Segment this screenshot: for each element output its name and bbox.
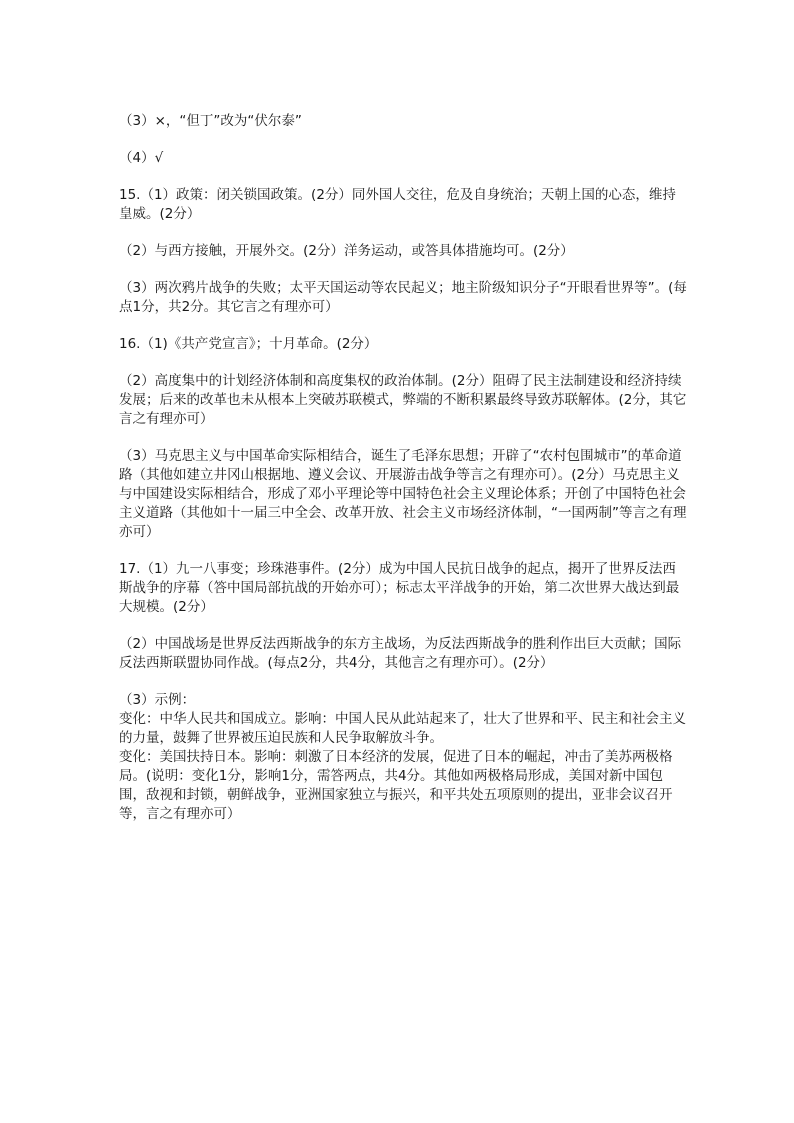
answer-q14-3: （3）×，“但丁”改为“伏尔泰” [119,113,302,129]
answer-q17-2: （2）中国战场是世界反法西斯战争的东方主战场，为反法西斯战争的胜利作出巨大贡献；国际反法西斯联盟协同作战。(每点2分，共4分，其他言之有理亦可）。(2分） [119,636,682,671]
answer-q16-2: （2）高度集中的计划经济体制和高度集权的政治体制。(2分）阻碍了民主法制建设和经济持续发展；后来的改革也未从根本上突破苏联模式，弊端的不断积累最终导致苏联解体。(2分，其它言之有理亦可） [119,373,687,427]
answer-q16-3: （3）马克思主义与中国革命实际相结合，诞生了毛泽东思想；开辟了“农村包围城市”的革命道路（其他如建立井冈山根据地、遵义会议、开展游击战争等言之有理亦可）。(2分）马克思主义与中国建设实际相结合，形成了邓小平理论等中国特色社会主义理论体系；开创了中国特色社会主义道路（其他如十一届三中全会、改革开放、社会主义市场经济体制，“一国两制”等言之有理亦可） [119,448,687,540]
answer-q17-1: 17.（1）九一八事变；珍珠港事件。(2分）成为中国人民抗日战争的起点，揭开了世界反法西斯战争的序幕（答中国局部抗战的开始亦可）；标志太平洋战争的开始，第二次世界大战达到最大规模。(2分） [119,561,680,615]
answer-q17-3-example-1: 变化：中华人民共和国成立。影响：中国人民从此站起来了，壮大了世界和平、民主和社会主义的力量，鼓舞了世界被压迫民族和人民争取解放斗争。 [119,711,686,746]
answer-q17-3-heading: （3）示例： [119,692,196,708]
answer-q16-1: 16.（1)《共产党宣言》；十月革命。(2分） [119,336,378,352]
answer-q14-4: （4）√ [119,150,164,166]
answer-q15-1: 15.（1）政策：闭关锁国政策。(2分）同外国人交往，危及自身统治；天朝上国的心态，维持皇威。(2分） [119,187,676,222]
answer-q15-2: （2）与西方接触，开展外交。(2分）洋务运动，或答具体措施均可。(2分） [119,243,574,259]
answer-q17-3-example-2: 变化：美国扶持日本。影响：刺激了日本经济的发展，促进了日本的崛起，冲击了美苏两极格局。(说明：变化1分，影响1分，需答两点，共4分。其他如两极格局形成，美国对新中国包围，敌视和封锁，朝鲜战争，亚洲国家独立与振兴，和平共处五项原则的提出，亚非会议召开等，言之有理亦可） [119,749,673,822]
answer-q15-3: （3）两次鸦片战争的失败；太平天国运动等农民起义；地主阶级知识分子“开眼看世界等”。(每点1分，共2分。其它言之有理亦可） [119,280,687,315]
answer-q17-3 [119,691,689,824]
answer-key-content [119,112,689,842]
